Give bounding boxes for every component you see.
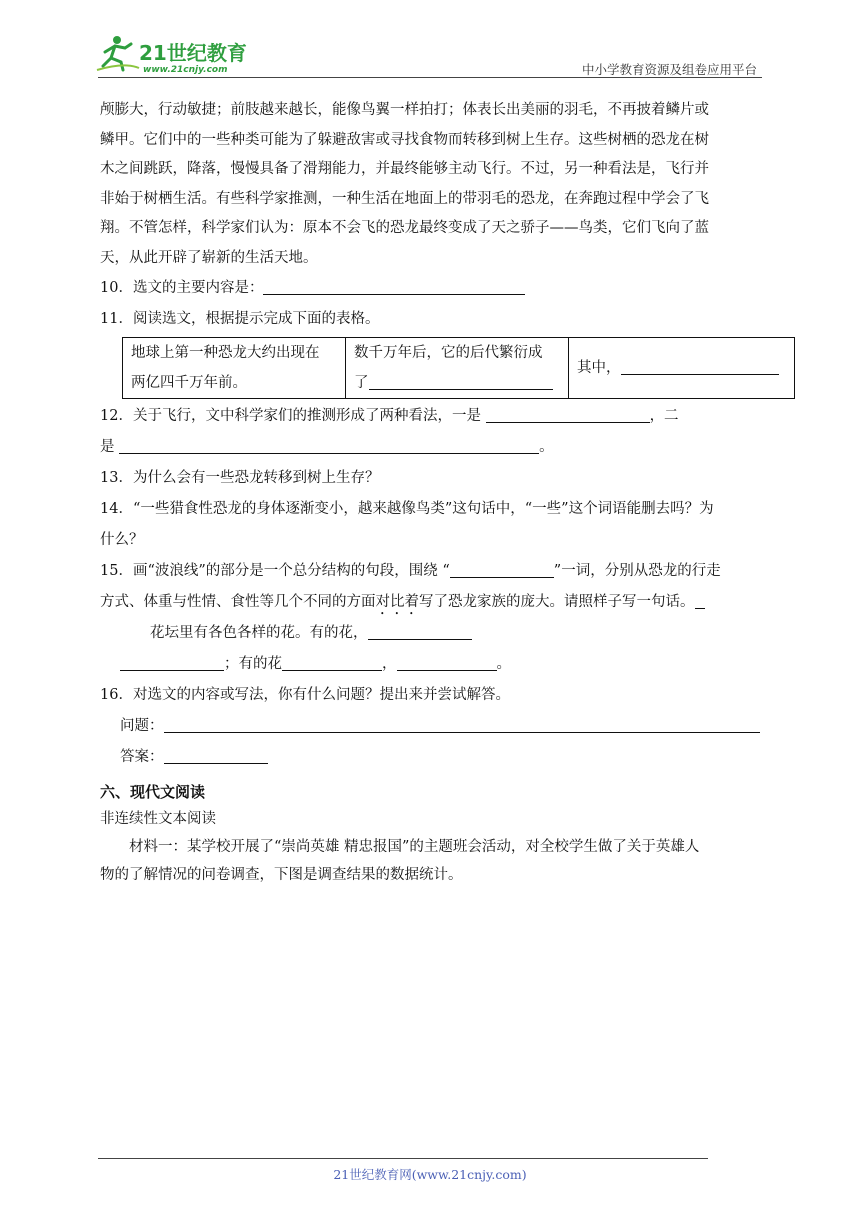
footer-text: 21世纪教育网(www.21cnjy.com) — [333, 1167, 527, 1182]
answer-blank[interactable] — [164, 716, 760, 733]
passage-line: 颅膨大，行动敏捷；前肢越来越长，能像鸟翼一样拍打；体表长出美丽的羽毛，不再披着鳞片或 — [100, 102, 709, 118]
answer-blank[interactable] — [263, 278, 525, 295]
site-logo — [95, 34, 255, 76]
question-16-question-line: 问题： — [100, 711, 764, 742]
question-16: 16．对选文的内容或写法，你有什么问题？提出来并尝试解答。 — [100, 687, 510, 703]
question-11-table — [122, 337, 795, 399]
logo-url: www.21cnjy.com — [143, 65, 228, 75]
answer-blank[interactable] — [621, 358, 779, 375]
footer-divider — [98, 1158, 708, 1159]
answer-blank[interactable] — [369, 373, 553, 390]
answer-blank[interactable] — [450, 561, 554, 578]
question-11: 11．阅读选文，根据提示完成下面的表格。 — [100, 311, 380, 327]
question-16-answer-line: 答案： — [100, 742, 764, 773]
table-cell-among: 其中， — [569, 338, 795, 399]
question-14-continued: 什么？ — [100, 532, 144, 548]
header-divider — [98, 77, 762, 78]
passage-line: 非始于树栖生活。有些科学家推测，一种生活在地面上的带羽毛的恐龙，在奔跑过程中学会了飞 — [100, 190, 709, 207]
answer-blank[interactable] — [397, 654, 497, 671]
question-10 — [100, 273, 764, 304]
passage-line: 天，从此开辟了崭新的生活天地。 — [100, 249, 318, 266]
document-body — [100, 96, 764, 889]
answer-blank[interactable] — [368, 623, 472, 640]
answer-blank[interactable] — [119, 437, 539, 454]
answer-blank[interactable] — [164, 747, 268, 764]
question-15: 15．画“波浪线”的部分是一个总分结构的句段，围绕 “ ”一词，分别从恐龙的行走 — [100, 563, 721, 579]
answer-blank[interactable] — [120, 654, 224, 671]
emphasized-text: 对比着 — [375, 594, 419, 610]
material-one-text: 材料一：某学校开展了“崇尚英雄 精忠报国”的主题班会活动，对全校学生做了关于英雄人 — [129, 839, 700, 855]
question-10-text: 10．选文的主要内容是： — [100, 280, 264, 296]
passage — [100, 96, 764, 273]
question-15-example: 花坛里有各色各样的花。有的花， — [100, 618, 764, 649]
section-title: 六、现代文阅读 — [100, 783, 206, 801]
question-13: 13．为什么会有一些恐龙转移到树上生存？ — [100, 470, 380, 486]
question-14: 14．“一些猎食性恐龙的身体逐渐变小，越来越像鸟类”这句话中，“一些”这个词语能删去吗？为 — [100, 501, 714, 517]
question-12-continued: 是 。 — [100, 439, 554, 455]
header-platform-text: 中小学教育资源及组卷应用平台 — [581, 62, 757, 77]
table-cell-descendants: 数千万年后，它的后代繁衍成 了 — [346, 338, 569, 399]
answer-blank[interactable] — [282, 654, 382, 671]
material-one-text-continued: 物的了解情况的问卷调查，下图是调查结果的数据统计。 — [100, 867, 463, 883]
passage-line: 木之间跳跃，降落，慢慢具备了滑翔能力，并最终能够主动飞行。不过，另一种看法是，飞行并 — [100, 161, 709, 177]
section-subtitle: 非连续性文本阅读 — [100, 811, 216, 827]
question-15-continued: 方式、体重与性情、食性等几个不同的方面对比着写了恐龙家族的庞大。请照样子写一句话。 — [100, 587, 764, 618]
table-cell-origin: 地球上第一种恐龙大约出现在 两亿四千万年前。 — [123, 338, 346, 399]
question-15-example-continued: ；有的花 ， 。 — [100, 649, 764, 680]
logo-text: 21世纪教育 — [139, 41, 247, 65]
passage-line: 鳞甲。它们中的一些种类可能为了躲避敌害或寻找食物而转移到树上生存。这些树栖的恐龙在树 — [100, 131, 709, 148]
question-12: 12．关于飞行，文中科学家们的推测形成了两种看法，一是 ，二 — [100, 408, 679, 424]
answer-blank[interactable] — [486, 406, 650, 423]
passage-line: 翔。不管怎样，科学家们认为：原本不会飞的恐龙最终变成了天之骄子——鸟类，它们飞向了蓝 — [100, 220, 709, 236]
page-header — [0, 0, 860, 80]
